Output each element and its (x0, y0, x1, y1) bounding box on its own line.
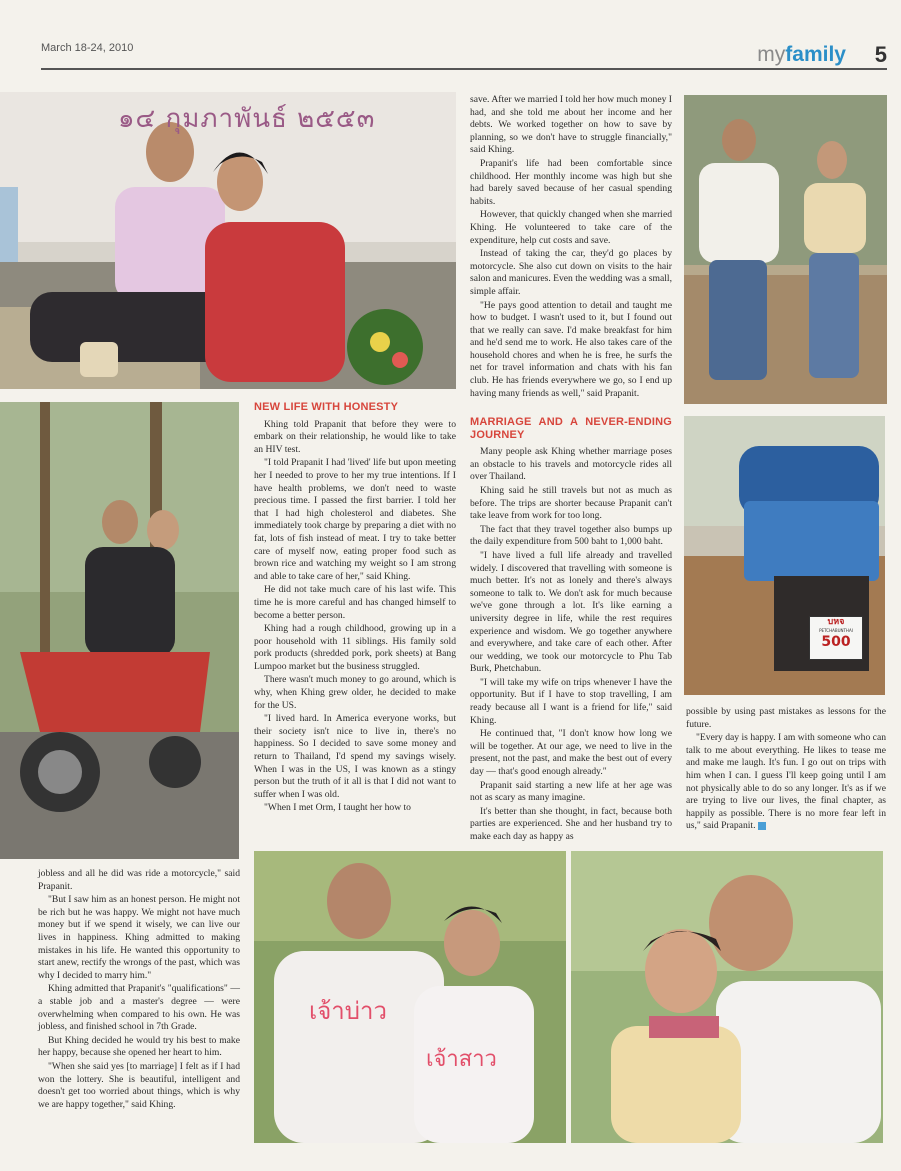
paragraph: Many people ask Khing whether marriage poses an obstacle to his travels and motorcycle rides all over Thailand. (470, 446, 672, 483)
paragraph: Khing admitted that Prapanit's "qualifications" — a stable job and a master's degree — were overwhelming when compared to his own. He was jobless, and finished school in 7th Grade. (38, 983, 240, 1033)
paragraph: "I told Prapanit I had 'lived' life but upon meeting her I needed to prove to her my true intentions. If I have health problems, we don't need to waste precious time. I passed the first barrier. I told her that I had high cholesterol and diabetes. She immediately took charge by preparing a diet with no fat, lots of fish instead of meat. I try to take better care of myself now, eating proper food such as brown rice and watching my weight so I am strong and able to take care of her," said Khing. (254, 457, 456, 582)
paragraph: "I have lived a full life already and travelled widely. I discovered that travelling with someone is much better. It's not as lonely and there's always someone to talk to. We don't ask for much because we've gone through a lot. It's like earning a university degree in life, while the rest requires experience and wisdom. We go together anywhere and everywhere, and take care of each other. After our wedding, we took our motorcycle to Phu Tab Burk, Phetchabun. (470, 549, 672, 675)
paragraph: "But I saw him as an honest person. He might not be rich but he was happy. We might not have much money but if we spend it wisely, we can live our lives in happiness. Khing admitted to making mistakes in his life. He wanted this opportunity to start anew, rectify the wrongs of the past, which was why I decided to marry him." (38, 894, 240, 981)
closing-quote-text: "Every day is happy. I am with someone who can talk to me about everything. He likes to tease me and make me laugh. It's fun. I go out on trips with him when I can. I guess I'll keep going until I am not physically able to do so any longer. It's as if we are trying to live our lives, the final chapter, as happily as possible. There is no more fear left in us," said Prapanit. (686, 732, 886, 832)
header-rule (41, 68, 887, 70)
paragraph: But Khing decided he would try his best to make her happy, because she opened her heart to him. (38, 1034, 240, 1059)
paragraph: "I lived hard. In America everyone works, but their society isn't nice to live in, there's no happiness. So I decided to save some money and return to Thailand, I'd spend my savings wisely. When I was in the US, I was known as a stingy person but the truth of it all is that I did not want to suffer when I was old. (254, 713, 456, 800)
issue-date: March 18-24, 2010 (41, 42, 134, 54)
license-plate-middle: PETCHABUNTHAI (819, 628, 853, 633)
couple-laughing-photo (571, 851, 883, 1143)
license-plate (809, 616, 863, 660)
paragraph: There wasn't much money to go around, which is why, when Khing grew older, he decided to make for the US. (254, 674, 456, 711)
motorcycle-riders-photo (0, 402, 239, 859)
paragraph: "I will take my wife on trips whenever I have the opportunity. But if I have to stop travelling, I am ready because all I want is a friend for life," said Khing. (470, 676, 672, 726)
paragraph: Khing said he still travels but not as much as before. The trips are shorter because Prapanit can't take leave from work for too long. (470, 484, 672, 522)
groom-shirt-text: เจ้าบ่าว (309, 997, 387, 1025)
paragraph: "He pays good attention to detail and taught me how to budget. I wasn't used to it, but I found out that we really can save. I'd make breakfast for him and he'd send me to work. He also takes care of the household chores and when he is free, he surfs the net for travel information and chats with his fan club. He has friends everywhere we go, so I end up having many friends as well," said Prapanit. (470, 299, 672, 399)
paragraph: "When she said yes [to marriage] I felt as if I had won the lottery. She is beautiful, intelligent and doesn't get too worried about things, which is why we are happy together," said Khing. (38, 1060, 240, 1110)
paragraph: Prapanit said starting a new life at her age was not as scary as many imagine. (470, 779, 672, 804)
loaded-motorcycle-photo (684, 416, 885, 695)
paragraph: save. After we married I told her how much money I had, and she told me about her income and her debts. We worked together on how to save by planning, so we don't have to struggle financially," said Khing. (470, 94, 672, 156)
paragraph: He continued that, "I don't know how long we will be together. At our age, we need to live in the present, not the past, and make the best out of every day — that's good enough already." (470, 728, 672, 778)
paragraph: Khing told Prapanit that before they were to embark on their relationship, he would like to take an HIV test. (254, 418, 456, 455)
paragraph: Instead of taking the car, they'd go places by motorcycle. She also cut down on visits to the hair salon and manicures. Even the wedding was a small, simple affair. (470, 248, 672, 297)
article-column-far-right (686, 706, 886, 834)
bride-shirt-text: เจ้าสาว (426, 1047, 497, 1072)
paragraph: jobless and all he did was ride a motorcycle," said Prapanit. (38, 868, 240, 892)
paragraph: However, that quickly changed when she married Khing. He volunteered to take care of the expenditure, help cut costs and save. (470, 209, 672, 246)
section-title-family: family (785, 43, 846, 66)
paragraph: "When I met Orm, I taught her how to (264, 802, 411, 814)
section-title (757, 43, 846, 67)
article-column-right-bottom (470, 416, 672, 845)
end-of-article-icon (758, 822, 766, 830)
paragraph: The fact that they travel together also bumps up the daily expenditure from 500 baht to 1,000 baht. (470, 523, 672, 548)
paragraph: Prapanit's life had been comfortable since childhood. Her monthly income was high but she had barely saved because of her casual spending habits. (470, 157, 672, 207)
license-plate-top: บหจ (827, 617, 845, 627)
license-plate-number: 500 (821, 634, 851, 650)
subheading-new-life: NEW LIFE WITH HONESTY (254, 401, 399, 413)
article-column-right-top (470, 94, 672, 401)
couple-shirts-photo (254, 851, 566, 1143)
paragraph (686, 732, 886, 833)
paragraph: He did not take much care of his last wife. This time he is more careful and has changed himself to become a better person. (254, 584, 456, 621)
page-number: 5 (874, 42, 887, 67)
section-title-my: my (757, 43, 786, 66)
walking-photo (684, 95, 887, 404)
paragraph: possible by using past mistakes as lessons for the future. (686, 706, 886, 730)
subheading-marriage-journey: MARRIAGE AND A NEVER-ENDING JOURNEY (470, 416, 672, 441)
paragraph: It's better than she thought, in fact, because both parties are experienced. She and her husband try to make each day as happy as (470, 805, 672, 842)
wedding-photo (0, 92, 456, 389)
article-column-middle (254, 401, 456, 816)
article-column-left (38, 868, 240, 1112)
wedding-banner-text: ๑๔ กุมภาพันธ์ ๒๕๕๓ (118, 104, 376, 134)
paragraph: Khing had a rough childhood, growing up in a poor household with 11 siblings. His family sold pork products (shredded pork, pork sheets) at Bang Lumpoo market but the business struggled. (254, 623, 456, 672)
